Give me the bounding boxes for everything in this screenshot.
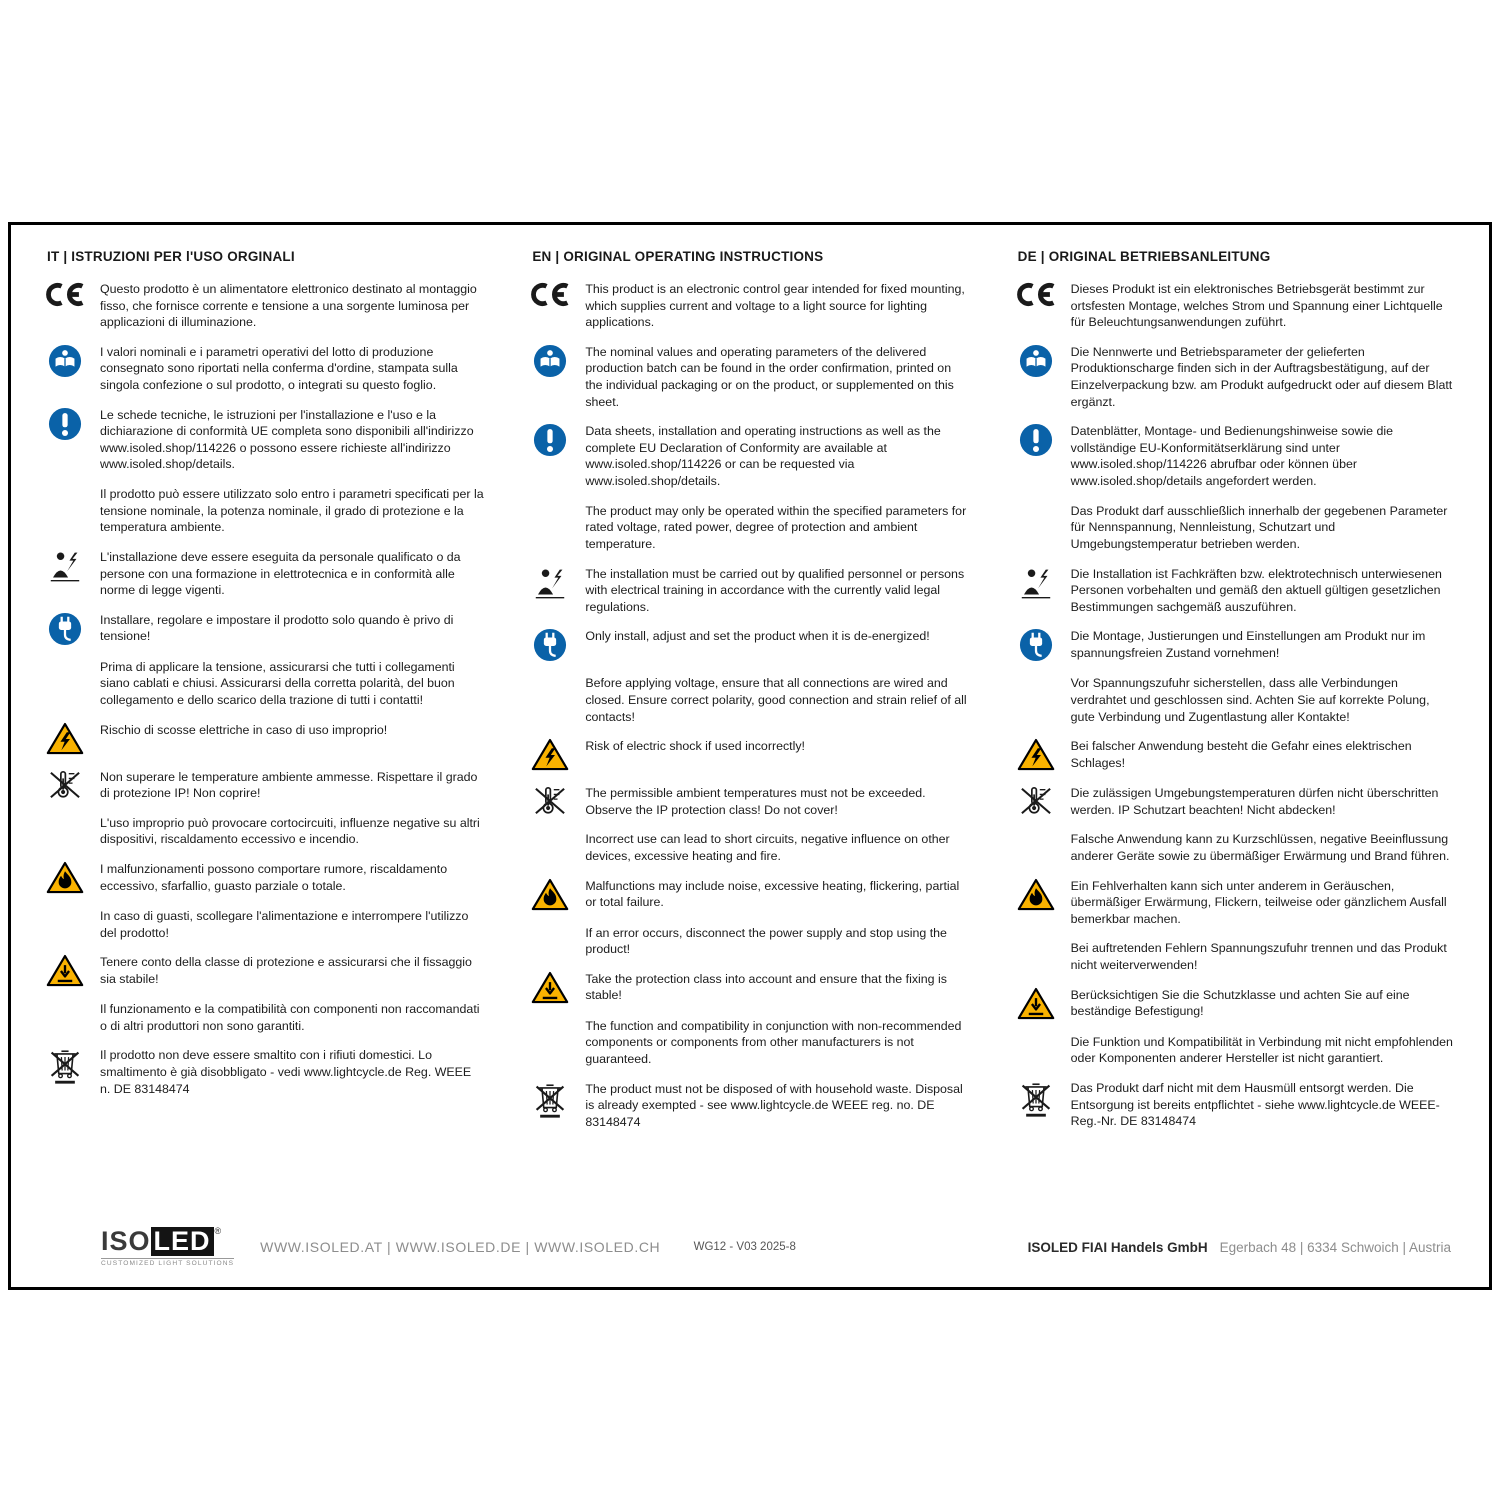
logo-wordmark xyxy=(101,1227,234,1256)
instruction-text: Ein Fehlverhalten kann sich unter anderem in Geräuschen, übermäßiger Erwärmung, Flickern, teilweise oder gänzlichem Ausfall bemerkbar machen. xyxy=(1070,878,1447,926)
instruction-text: Take the protection class into account and ensure that the fixing is stable! xyxy=(585,971,947,1003)
instruction-text: Die zulässigen Umgebungstemperaturen dürfen nicht überschritten werden. IP Schutzart beachten! Nicht abdecken! xyxy=(1070,786,1439,817)
column-header-de: DE | ORIGINAL BETRIEBSANLEITUNG xyxy=(1017,249,1271,264)
logo-text-led: LED xyxy=(151,1227,214,1256)
ce-mark-icon xyxy=(1016,280,1056,331)
weee-disposal-icon xyxy=(530,1080,570,1131)
company-name: ISOLED FIAI Handels GmbH xyxy=(1027,1239,1208,1255)
instruction-text: If an error occurs, disconnect the power supply and stop using the product! xyxy=(585,925,947,957)
instruction-text: L'uso improprio può provocare cortocircuiti, influenze negative su altri dispositivi, riscaldamento eccessivo e incendio. xyxy=(100,815,480,847)
language-columns xyxy=(45,249,1455,1217)
instruction-row xyxy=(45,548,484,599)
column-it xyxy=(45,249,484,1217)
instruction-row xyxy=(1016,986,1455,1021)
instruction-row xyxy=(1016,422,1455,489)
instruction-text: Malfunctions may include noise, excessive heating, flickering, partial or total failure. xyxy=(585,878,960,910)
logo-text-iso: ISO xyxy=(101,1226,151,1256)
fire-warning-icon xyxy=(530,877,570,912)
logo-registered-mark: ® xyxy=(214,1226,222,1236)
icon-spacer xyxy=(45,658,85,709)
instruction-text: The product must not be disposed of with household waste. Disposal is already exempted - see www.lightcycle.de WEEE reg. no. DE 83148474 xyxy=(585,1081,963,1129)
icon-spacer xyxy=(45,485,85,536)
instruction-text: Before applying voltage, ensure that all connections are wired and closed. Ensure correct polarity, good connection and strain relief of all contacts! xyxy=(585,676,967,724)
instruction-row xyxy=(45,611,484,646)
instruction-row xyxy=(530,877,969,912)
icon-spacer xyxy=(530,674,570,725)
instruction-sheet xyxy=(8,222,1492,1290)
instruction-row xyxy=(45,280,484,331)
instruction-row xyxy=(45,721,484,756)
instruction-text: Incorrect use can lead to short circuits, negative influence on other devices, excessive heating and fire. xyxy=(585,832,950,864)
instruction-row xyxy=(1016,343,1455,410)
instruction-text: Il prodotto può essere utilizzato solo entro i parametri specificati per la tensione nominale, la potenza nominale, il grado di protezione e la temperatura ambiente. xyxy=(100,487,484,535)
de-energize-icon xyxy=(45,611,85,646)
instruction-row xyxy=(45,860,484,895)
instruction-row xyxy=(530,422,969,489)
column-en xyxy=(530,249,969,1217)
instruction-row xyxy=(530,280,969,331)
instruction-row xyxy=(45,953,484,988)
instruction-text: The function and compatibility in conjunction with non-recommended components or components from other manufacturers is not guaranteed. xyxy=(585,1018,962,1067)
temperature-limit-icon xyxy=(45,768,85,802)
instruction-text: Vor Spannungszufuhr sicherstellen, dass alle Verbindungen verdrahtet und geschlossen sind. Achten Sie auf korrekte Polung, gute Verbindung und Zugentlastung aller Kontakte! xyxy=(1070,676,1430,724)
icon-spacer xyxy=(1016,939,1056,973)
instruction-text: I malfunzionamenti possono comportare rumore, riscaldamento eccessivo, sfarfallio, guasto parziale o totale. xyxy=(100,862,448,893)
electric-shock-warning-icon xyxy=(1016,737,1056,772)
icon-spacer xyxy=(1016,502,1056,553)
instruction-row xyxy=(530,737,969,772)
icon-spacer xyxy=(45,907,85,941)
website-links: WWW.ISOLED.AT | WWW.ISOLED.DE | WWW.ISOLED.CH xyxy=(260,1239,661,1255)
instruction-row xyxy=(1016,502,1455,553)
logo-tagline: CUSTOMIZED LIGHT SOLUTIONS xyxy=(101,1260,235,1267)
qualified-electrician-icon xyxy=(1016,565,1056,616)
ce-mark-icon xyxy=(45,280,85,331)
icon-spacer xyxy=(45,814,85,848)
instruction-row xyxy=(530,924,969,958)
temperature-limit-icon xyxy=(530,784,570,818)
icon-spacer xyxy=(530,924,570,958)
instruction-row xyxy=(1016,1079,1455,1130)
instruction-text: Il funzionamento e la compatibilità con componenti non raccomandati o di altri produttori non sono garantiti. xyxy=(100,1002,480,1033)
qualified-electrician-icon xyxy=(45,548,85,599)
company-block xyxy=(1028,1240,1451,1255)
instruction-row xyxy=(1016,939,1455,973)
instruction-row xyxy=(45,814,484,848)
instruction-row xyxy=(530,830,969,864)
column-header-en: EN | ORIGINAL OPERATING INSTRUCTIONS xyxy=(532,249,824,264)
important-note-icon xyxy=(530,422,570,489)
instruction-text: Berücksichtigen Sie die Schutzklasse und achten Sie auf eine beständige Befestigung! xyxy=(1070,987,1410,1019)
instruction-row xyxy=(1016,784,1455,818)
instruction-text: Non superare le temperature ambiente ammesse. Rispettare il grado di protezione IP! Non coprire! xyxy=(100,769,478,801)
mounting-warning-icon xyxy=(530,970,570,1005)
instruction-row xyxy=(530,674,969,725)
instruction-row xyxy=(530,784,969,818)
read-instructions-icon xyxy=(45,343,85,394)
qualified-electrician-icon xyxy=(530,565,570,616)
column-de xyxy=(1016,249,1455,1217)
temperature-limit-icon xyxy=(1016,784,1056,818)
fire-warning-icon xyxy=(1016,877,1056,928)
instruction-text: The product may only be operated within the specified parameters for rated voltage, rated power, degree of protection and ambient temperature. xyxy=(585,503,967,551)
instruction-row xyxy=(530,502,969,553)
company-address: Egerbach 48 | 6334 Schwoich | Austria xyxy=(1219,1239,1451,1255)
instruction-text: The permissible ambient temperatures must not be exceeded. Observe the IP protection class! Do not cover! xyxy=(585,786,926,817)
instruction-text: Die Montage, Justierungen und Einstellungen am Produkt nur im spannungsfreien Zustand vornehmen! xyxy=(1070,629,1426,660)
de-energize-icon xyxy=(1016,627,1056,662)
icon-spacer xyxy=(530,830,570,864)
instruction-text: Rischio di scosse elettriche in caso di uso improprio! xyxy=(100,722,388,737)
instruction-text: Tenere conto della classe di protezione e assicurarsi che il fissaggio sia stabile! xyxy=(100,955,472,986)
instruction-text: Il prodotto non deve essere smaltito con i rifiuti domestici. Lo smaltimento è già disobbligato - vedi www.lightcycle.de Reg. WEEE n. DE 83148474 xyxy=(100,1048,472,1096)
instruction-row xyxy=(530,970,969,1005)
instruction-text: Datenblätter, Montage- und Bedienungshinweise sowie die vollständige EU-Konformitätserklärung sind unter www.isoled.shop/114226 abrufbar oder können über www.isoled.shop/details angefordert werden. xyxy=(1070,424,1394,489)
instruction-row xyxy=(45,658,484,709)
instruction-text: This product is an electronic control gear intended for fixed mounting, which supplies current and voltage to a light source for lighting applications. xyxy=(585,282,965,330)
weee-disposal-icon xyxy=(45,1046,85,1097)
read-instructions-icon xyxy=(530,343,570,410)
de-energize-icon xyxy=(530,627,570,662)
electric-shock-warning-icon xyxy=(530,737,570,772)
instruction-text: Data sheets, installation and operating instructions as well as the complete EU Declaration of Conformity are available at www.isoled.shop/114226 or can be requested via www.isoled.shop/details. xyxy=(585,424,941,489)
instruction-text: Die Nennwerte und Betriebsparameter der gelieferten Produktionscharge finden sich in der Auftragsbestätigung, auf der Einzelverpackung bzw. am Produkt aufgedruckt oder auf diesem Blatt ergänzt. xyxy=(1070,344,1453,409)
icon-spacer xyxy=(530,1017,570,1068)
instruction-text: Bei falscher Anwendung besteht die Gefahr eines elektrischen Schlages! xyxy=(1070,739,1412,770)
instruction-row xyxy=(530,565,969,616)
instruction-text: Installare, regolare e impostare il prodotto solo quando è privo di tensione! xyxy=(100,612,454,644)
isoled-logo xyxy=(101,1227,234,1267)
instruction-text: The installation must be carried out by qualified personnel or persons with electrical training in accordance with the currently valid legal regulations. xyxy=(585,566,965,614)
instruction-row xyxy=(45,485,484,536)
weee-disposal-icon xyxy=(1016,1079,1056,1130)
column-header-it: IT | ISTRUZIONI PER l'USO ORGINALI xyxy=(47,249,295,264)
fire-warning-icon xyxy=(45,860,85,895)
instruction-text: Prima di applicare la tensione, assicurarsi che tutti i collegamenti siano cablati e chiusi. Assicurarsi della corretta polarità, del buon collegamento e dello scarico della trazione di tutti i contatti! xyxy=(100,659,455,707)
instruction-row xyxy=(1016,280,1455,331)
instruction-row xyxy=(1016,877,1455,928)
instruction-text: Dieses Produkt ist ein elektronisches Betriebsgerät bestimmt zur ortsfesten Montage, welches Strom und Spannung einer Lichtquelle für Beleuchtungsanwendungen zuführt. xyxy=(1070,282,1443,330)
instruction-row xyxy=(530,343,969,410)
icon-spacer xyxy=(45,1000,85,1034)
instruction-text: Die Installation ist Fachkräften bzw. elektrotechnisch unterwiesenen Personen vorbehalten und gemäß den aktuell gültigen gesetzlichen Bestimmungen sachgemäß auszuführen. xyxy=(1070,566,1442,614)
mounting-warning-icon xyxy=(45,953,85,988)
instruction-text: L'installazione deve essere eseguita da personale qualificato o da persone con una formazione in elettrotecnica e in conformità alle norme di legge vigenti. xyxy=(100,549,461,598)
instruction-row xyxy=(1016,1033,1455,1067)
instruction-row xyxy=(1016,674,1455,725)
electric-shock-warning-icon xyxy=(45,721,85,756)
instruction-text: Questo prodotto è un alimentatore elettronico destinato al montaggio fisso, che fornisce corrente e tensione a una sorgente luminosa per applicazioni di illuminazione. xyxy=(100,282,477,330)
icon-spacer xyxy=(530,502,570,553)
instruction-text: Only install, adjust and set the product when it is de-energized! xyxy=(585,629,930,644)
instruction-text: In caso di guasti, scollegare l'alimentazione e interrompere l'utilizzo del prodotto! xyxy=(100,909,469,940)
important-note-icon xyxy=(45,406,85,473)
instruction-text: Le schede tecniche, le istruzioni per l'installazione e l'uso e la dichiarazione di conformità UE completa sono disponibili all'indirizzo www.isoled.shop/114226 o possono essere richieste all'indirizzo www.isoled.shop/details. xyxy=(100,407,474,472)
instruction-text: I valori nominali e i parametri operativi del lotto di produzione consegnato sono riportati nella conferma d'ordine, stampata sulla singola confezione o sul prodotto, o integrati su questo foglio. xyxy=(100,344,458,393)
instruction-row xyxy=(1016,737,1455,772)
icon-spacer xyxy=(1016,1033,1056,1067)
instruction-row xyxy=(45,907,484,941)
instruction-text: Falsche Anwendung kann zu Kurzschlüssen, negative Beeinflussung anderer Geräte sowie zu übermäßiger Erwärmung und Brand führen. xyxy=(1070,832,1450,864)
instruction-row xyxy=(1016,627,1455,662)
instruction-row xyxy=(530,627,969,662)
instruction-row xyxy=(45,343,484,394)
important-note-icon xyxy=(1016,422,1056,489)
instruction-row xyxy=(530,1017,969,1068)
instruction-text: The nominal values and operating parameters of the delivered production batch can be found in the order confirmation, printed on the individual packaging or on the product, or supplemented on this sheet. xyxy=(585,344,954,409)
instruction-text: Das Produkt darf ausschließlich innerhalb der gegebenen Parameter für Nennspannung, Nennleistung, Schutzart und Umgebungstemperatur betrieben werden. xyxy=(1070,503,1448,551)
ce-mark-icon xyxy=(530,280,570,331)
mounting-warning-icon xyxy=(1016,986,1056,1021)
instruction-row xyxy=(45,1046,484,1097)
instruction-row xyxy=(45,768,484,802)
read-instructions-icon xyxy=(1016,343,1056,410)
instruction-text: Das Produkt darf nicht mit dem Hausmüll entsorgt werden. Die Entsorgung ist bereits entpflichtet - siehe www.lightcycle.de WEEE-Reg.-Nr. DE 83148474 xyxy=(1070,1080,1440,1129)
icon-spacer xyxy=(1016,830,1056,864)
sheet-footer xyxy=(45,1217,1455,1273)
icon-spacer xyxy=(1016,674,1056,725)
instruction-row xyxy=(1016,565,1455,616)
instruction-row xyxy=(530,1080,969,1131)
instruction-row xyxy=(45,406,484,473)
instruction-row xyxy=(45,1000,484,1034)
document-code: WG12 - V03 2025-8 xyxy=(693,1241,796,1253)
instruction-row xyxy=(1016,830,1455,864)
instruction-text: Bei auftretenden Fehlern Spannungszufuhr trennen und das Produkt nicht weiterverwenden! xyxy=(1070,941,1447,973)
instruction-text: Die Funktion und Kompatibilität in Verbindung mit nicht empfohlenden oder Komponenten anderer Hersteller ist nicht garantiert. xyxy=(1070,1034,1453,1066)
instruction-text: Risk of electric shock if used incorrectly! xyxy=(585,739,805,754)
